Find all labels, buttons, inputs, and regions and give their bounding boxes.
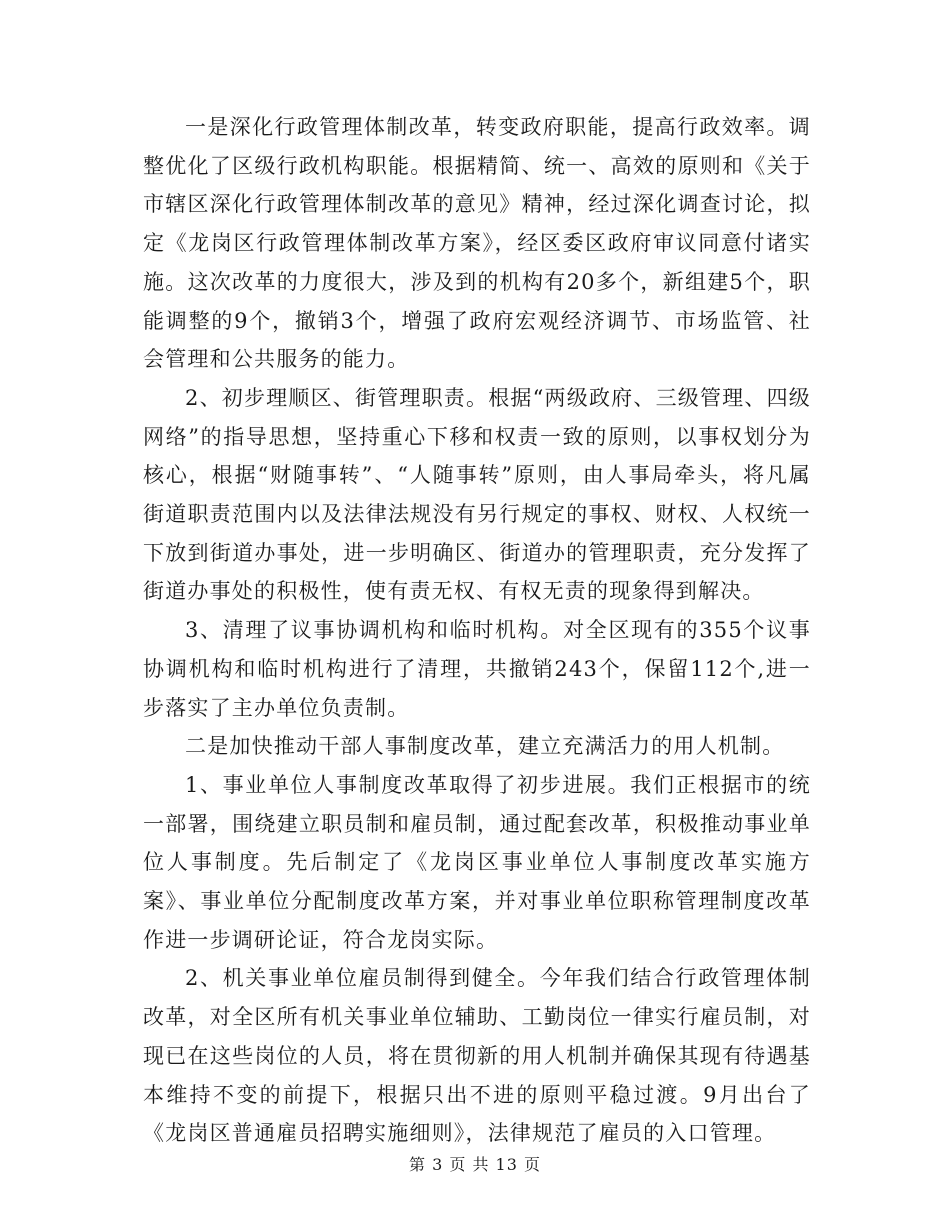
page-number-footer: 第 3 页 共 13 页 (409, 1155, 541, 1174)
paragraph: 1、事业单位人事制度改革取得了初步进展。我们正根据市的统一部署，围绕建立职员制和雇员制，通过配套改革，积极推动事业单位人事制度。先后制定了《龙岗区事业单位人事制度改革实施方案》、事业单位分配制度改革方案，并对事业单位职称管理制度改革作进一步调研论证，符合龙岗实际。 (143, 772, 811, 952)
paragraph: 2、初步理顺区、街管理职责。根据“两级政府、三级管理、四级网络”的指导思想，坚持重心下移和权责一致的原则，以事权划分为核心，根据“财随事转”、“人随事转”原则，由人事局牵头，将凡属街道职责范围内以及法律法规没有另行规定的事权、财权、人权统一下放到街道办事处，进一步明确区、街道办的管理职责，充分发挥了街道办事处的积极性，使有责无权、有权无责的现象得到解决。 (143, 385, 811, 604)
paragraph: 二是加快推动干部人事制度改革，建立充满活力的用人机制。 (185, 734, 785, 759)
paragraph: 3、清理了议事协调机构和临时机构。对全区现有的355个议事协调机构和临时机构进行了清理，共撤销243个，保留112个,进一步落实了主办单位负责制。 (143, 618, 811, 720)
document-body (143, 108, 811, 1153)
paragraph: 一是深化行政管理体制改革，转变政府职能，提高行政效率。调整优化了区级行政机构职能。根据精简、统一、高效的原则和《关于市辖区深化行政管理体制改革的意见》精神，经过深化调查讨论，拟定《龙岗区行政管理体制改革方案》，经区委区政府审议同意付诸实施。这次改革的力度很大，涉及到的机构有20多个，新组建5个，职能调整的9个，撤销3个，增强了政府宏观经济调节、市场监管、社会管理和公共服务的能力。 (143, 115, 811, 372)
paragraph: 2、机关事业单位雇员制得到健全。今年我们结合行政管理体制改革，对全区所有机关事业单位辅助、工勤岗位一律实行雇员制，对现已在这些岗位的人员，将在贯彻新的用人机制并确保其现有待遇基本维持不变的前提下，根据只出不进的原则平稳过渡。9月出台了《龙岗区普通雇员招聘实施细则》，法律规范了雇员的入口管理。 (143, 966, 811, 1146)
